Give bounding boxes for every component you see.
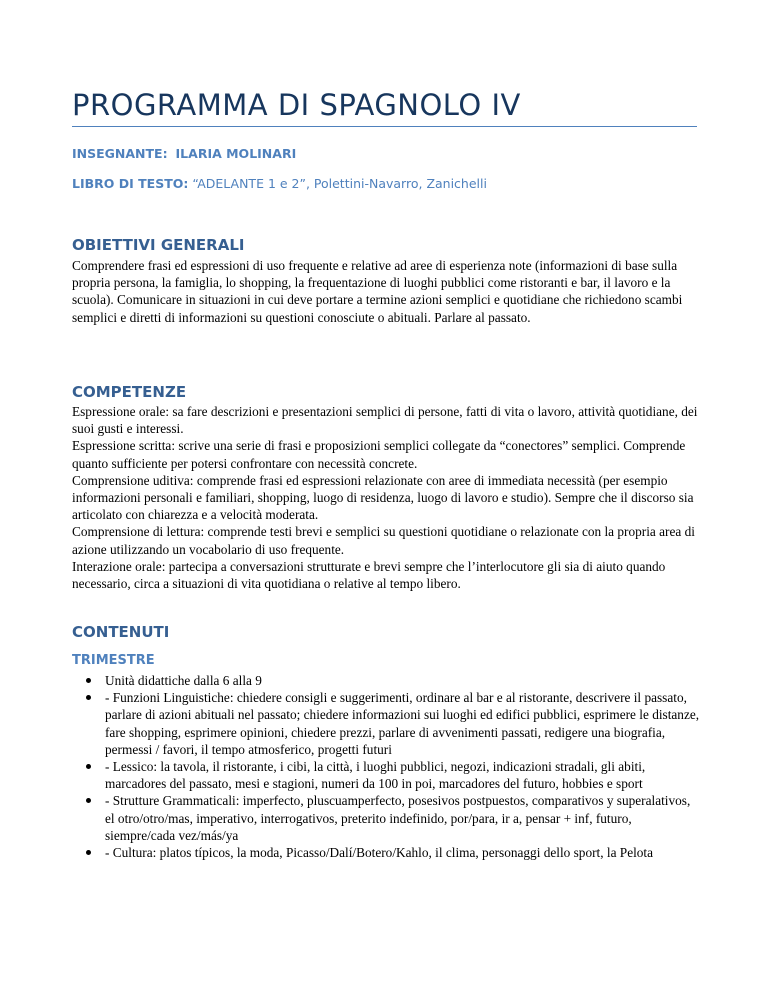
list-item-text: - Funzioni Linguistiche: chiedere consigli e suggerimenti, ordinare al bar e al ristorante, descrivere il passato, parlare di azioni abituali nel passato; chiedere informazioni sui luoghi ed edifici pubblici, esprimere le distanze, fare shopping, esprimere opinioni, chiedere prezzi, parlare di avvenimenti passati, redigere una biografia, permessi / favori, il tempo atmosferico, progetti futuri xyxy=(105,690,700,757)
competenze-paragraph: Comprensione di lettura: comprende testi brevi e semplici su questioni quotidiane o relazionate con la propria area di azione utilizzando un vocabolario di uso frequente. xyxy=(72,524,695,557)
competenze-paragraph: Espressione scritta: scrive una serie di frasi e proposizioni semplici collegate da “conectores” semplici. Comprende quanto sufficiente per potersi confrontare con necessità concrete. xyxy=(72,438,686,471)
list-item xyxy=(72,758,700,792)
list-item xyxy=(72,689,700,758)
teacher-label: INSEGNANTE: xyxy=(72,146,168,161)
competenze-paragraph: Comprensione uditiva: comprende frasi ed espressioni relazionate con aree di immediata necessità (per esempio informazioni personali e familiari, shopping, luogo di residenza, luogo di lavoro e studio). Sempre che il discorso sia articolato con chiarezza e a velocità moderata. xyxy=(72,472,694,523)
bullet-icon xyxy=(86,678,91,683)
teacher-line xyxy=(72,146,296,161)
textbook-line xyxy=(72,176,487,191)
section-heading-competenze: COMPETENZE xyxy=(72,383,187,401)
list-item-text: - Lessico: la tavola, il ristorante, i cibi, la città, i luoghi pubblici, negozi, indicazioni stradali, gli abiti, marcadores del passato, mesi e stagioni, numeri da 100 in poi, marcadores del futuro, hobbies e sport xyxy=(105,759,646,792)
competenze-paragraph: Espressione orale: sa fare descrizioni e presentazioni semplici di persone, fatti di vita o lavoro, attività quotidiane, dei suoi gusti e interessi. xyxy=(72,404,698,437)
list-item-text: - Cultura: platos típicos, la moda, Picasso/Dalí/Botero/Kahlo, il clima, personaggi dello sport, la Pelota xyxy=(105,845,654,861)
subheading-trimestre: TRIMESTRE xyxy=(72,653,155,668)
bullet-icon xyxy=(86,850,91,855)
bullet-icon xyxy=(86,764,91,769)
teacher-name: ILARIA MOLINARI xyxy=(175,146,297,161)
title-underline xyxy=(72,126,697,127)
list-item-text: - Strutture Grammaticali: imperfecto, pluscuamperfecto, posesivos postpuestos, comparativos y superalativos, el otro/otro/mas, imperativo, interrogativos, preterito indefinido, por/para, ir a, pensar + inf, futuro, siempre/cada vez/más/ya xyxy=(105,793,691,843)
competenze-paragraph: Interazione orale: partecipa a conversazioni strutturate e brevi sempre che l’interlocutore gli sia di aiuto quando necessario, circa a situazioni di vita quotidiana o relative al tempo libero. xyxy=(72,558,666,592)
bullet-icon xyxy=(86,798,91,803)
list-item xyxy=(72,844,700,861)
list-item xyxy=(72,672,700,689)
contenuti-list xyxy=(72,672,700,861)
obiettivi-paragraph: Comprendere frasi ed espressioni di uso frequente e relative ad aree di esperienza note (informazioni di base sulla propria persona, la famiglia, lo shopping, la frequentazione di luoghi pubblici come ristoranti e bar, il lavoro e la scuola). Comunicare in situazioni in cui deve portare a termine azioni semplici e quotidiane che richiedono scambi semplici e diretti di informazioni su questioni conosciute o abituali. Parlare al passato. xyxy=(72,258,683,325)
page-title: PROGRAMMA DI SPAGNOLO IV xyxy=(72,88,521,122)
textbook-label: LIBRO DI TESTO: xyxy=(72,176,189,191)
section-heading-obiettivi: OBIETTIVI GENERALI xyxy=(72,236,245,254)
competenze-text xyxy=(72,403,700,592)
textbook-title: “ADELANTE 1 e 2”, Polettini-Navarro, Zanichelli xyxy=(192,176,487,191)
obiettivi-text xyxy=(72,257,700,326)
list-item-text: Unità didattiche dalla 6 alla 9 xyxy=(105,673,262,688)
list-item xyxy=(72,792,700,844)
section-heading-contenuti: CONTENUTI xyxy=(72,623,170,641)
bullet-icon xyxy=(86,695,91,700)
